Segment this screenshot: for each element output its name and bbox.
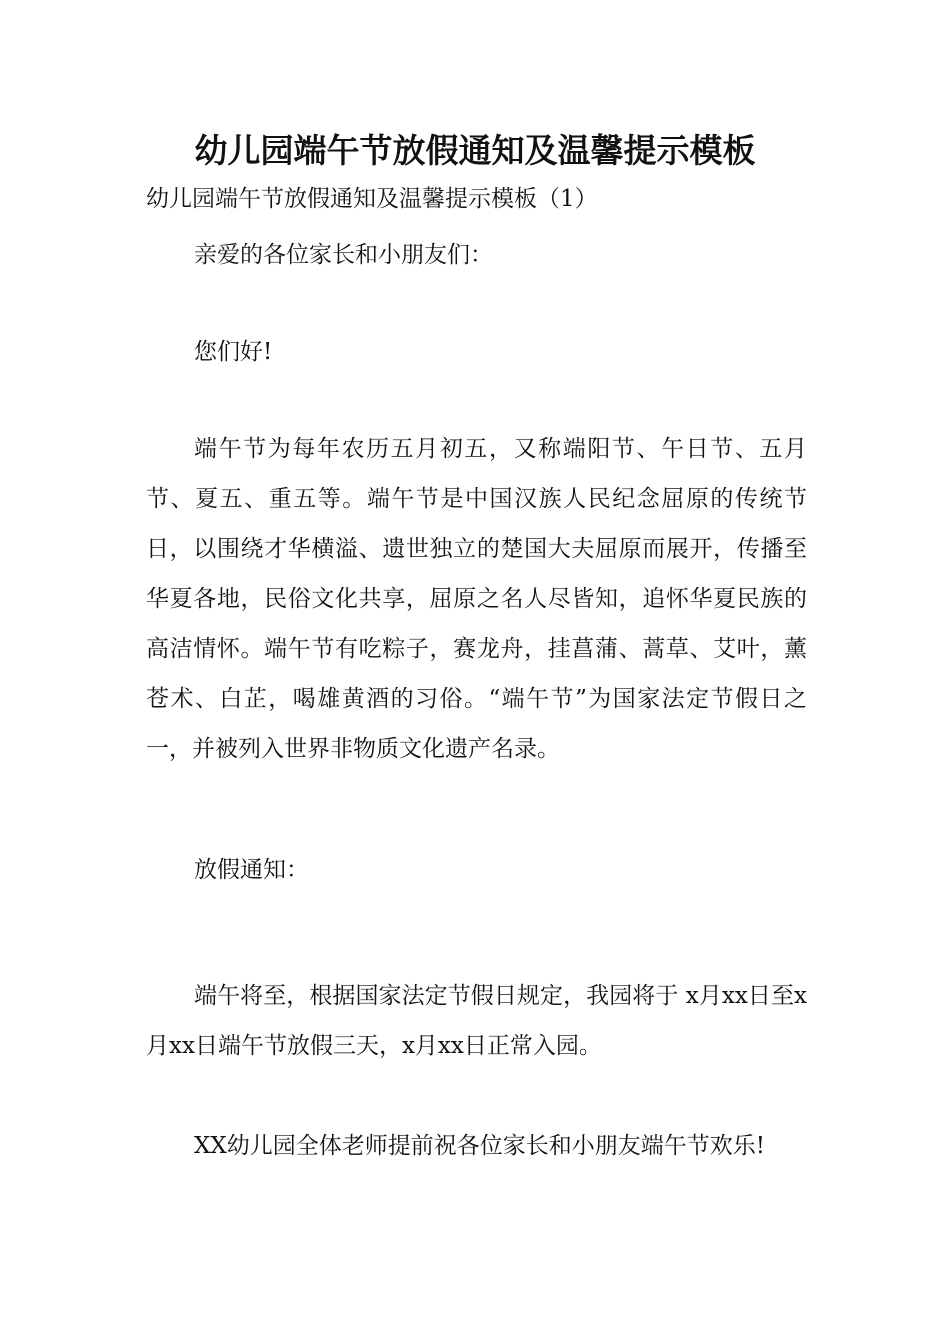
- notice-paragraph: 端午将至，根据国家法定节假日规定，我园将于 x月xx日至x月xx日端午节放假三天，x月xx日正常入园。: [146, 983, 807, 1059]
- document-title: 幼儿园端午节放假通知及温馨提示模板: [194, 131, 756, 170]
- greeting-paragraph: 亲爱的各位家长和小朋友们：: [194, 242, 493, 268]
- hello-paragraph: 您们好!: [194, 339, 273, 365]
- document-subtitle: 幼儿园端午节放假通知及温馨提示模板（1）: [146, 186, 598, 212]
- wishes-paragraph: XX幼儿园全体老师提前祝各位家长和小朋友端午节欢乐!: [194, 1133, 765, 1159]
- notice-heading: 放假通知：: [194, 857, 309, 883]
- intro-paragraph: 端午节为每年农历五月初五，又称端阳节、午日节、五月节、夏五、重五等。端午节是中国汉族人民纪念屈原的传统节日，以围绕才华横溢、遗世独立的楚国大夫屈原而展开，传播至华夏各地，民俗文化共享，屈原之名人尽皆知，追怀华夏民族的高洁情怀。端午节有吃粽子，赛龙舟，挂菖蒲、蒿草、艾叶，薰苍术、白芷，喝雄黄酒的习俗。“端午节”为国家法定节假日之一，并被列入世界非物质文化遗产名录。: [146, 436, 807, 762]
